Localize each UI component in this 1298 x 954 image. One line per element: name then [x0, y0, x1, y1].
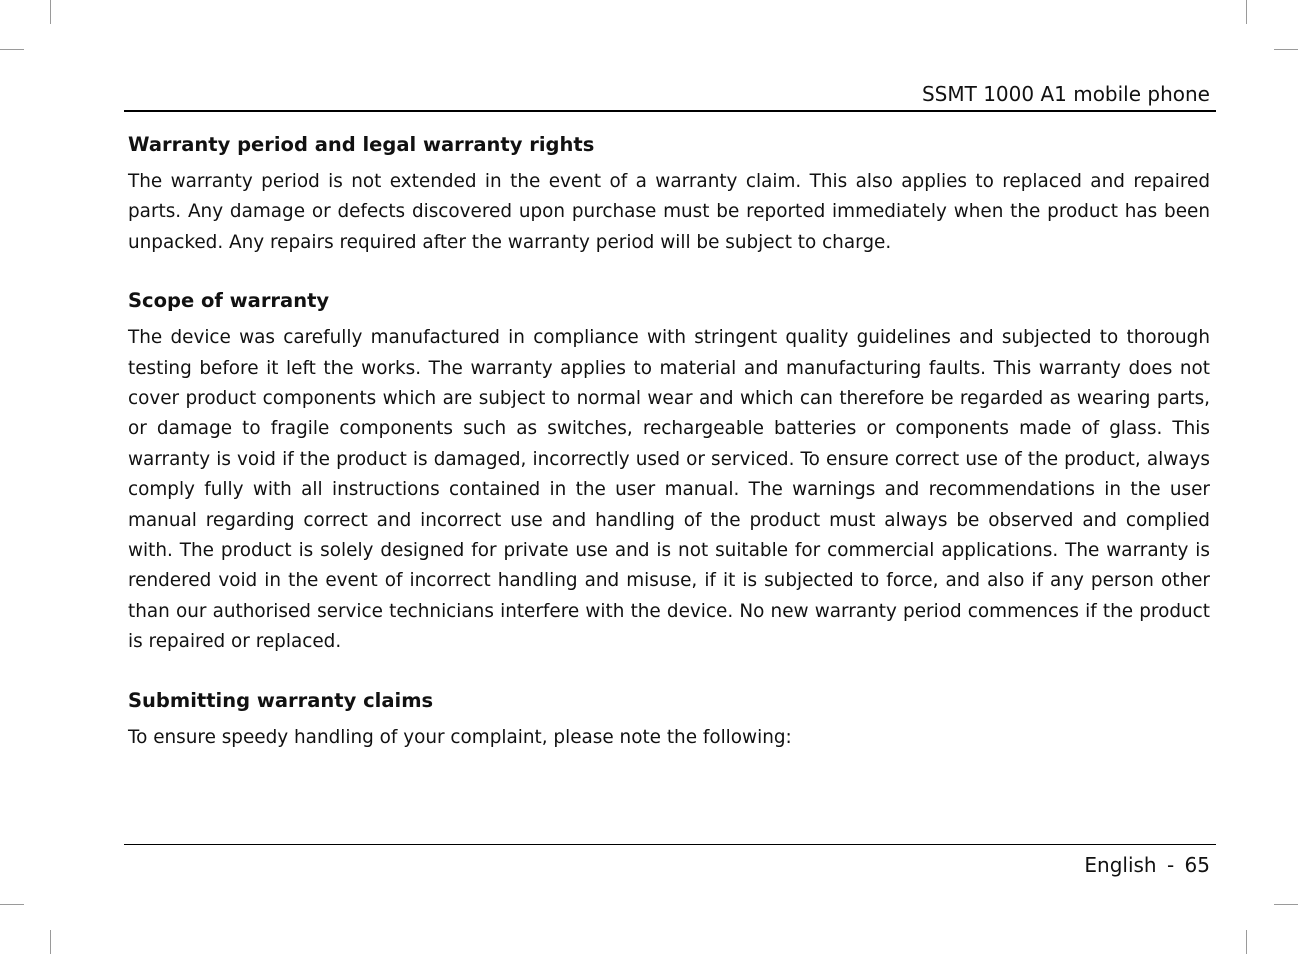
page-footer — [1084, 852, 1210, 878]
crop-mark-top-right-horizontal — [1274, 49, 1298, 50]
crop-mark-top-left-horizontal — [0, 49, 24, 50]
footer-language: English — [1084, 853, 1157, 877]
page-content — [128, 132, 1210, 753]
page-number: 65 — [1184, 853, 1210, 877]
header-rule — [124, 110, 1216, 112]
footer-rule — [124, 844, 1216, 845]
section-heading: Scope of warranty — [128, 289, 330, 313]
section-warranty-period — [128, 132, 1210, 258]
section-paragraph: To ensure speedy handling of your complaint, please note the following: — [128, 726, 792, 748]
footer-separator: - — [1166, 853, 1175, 877]
crop-mark-top-left-vertical — [50, 0, 51, 24]
crop-mark-bottom-left-horizontal — [0, 904, 24, 905]
section-scope-of-warranty — [128, 288, 1210, 657]
section-paragraph: The device was carefully manufactured in compliance with stringent quality guidelines and subjected to thorough testing before it left the works. The warranty applies to material and manufacturing faults. This warranty does not cover product components which are subject to normal wear and which can therefore be regarded as wearing parts, or damage to fragile components such as switches, rechargeable batteries or components made of glass. This warranty is void if the product is damaged, incorrectly used or serviced. To ensure correct use of the product, always comply fully with all instructions contained in the user manual. The warnings and recommendations in the user manual regarding correct and incorrect use and handling of the product must always be observed and complied with. The product is solely designed for private use and is not suitable for commercial applications. The warranty is rendered void in the event of incorrect handling and misuse, if it is subjected to force, and also if any person other than our authorised service technicians interfere with the device. No new warranty period commences if the product is repaired or replaced. — [128, 327, 1210, 653]
section-heading: Warranty period and legal warranty rights — [128, 133, 595, 156]
crop-mark-bottom-left-vertical — [50, 930, 51, 954]
crop-mark-bottom-right-vertical — [1246, 930, 1247, 954]
section-heading: Submitting warranty claims — [128, 688, 434, 712]
crop-mark-top-right-vertical — [1246, 0, 1247, 24]
crop-mark-bottom-right-horizontal — [1274, 904, 1298, 905]
section-submitting-claims — [128, 688, 1210, 753]
section-paragraph: The warranty period is not extended in the event of a warranty claim. This also applies to replaced and repaired parts. Any damage or defects discovered upon purchase must be reported immediately when the product has been unpacked. Any repairs required after the warranty period will be subject to charge. — [128, 171, 1210, 253]
running-header-title: SSMT 1000 A1 mobile phone — [921, 82, 1210, 106]
